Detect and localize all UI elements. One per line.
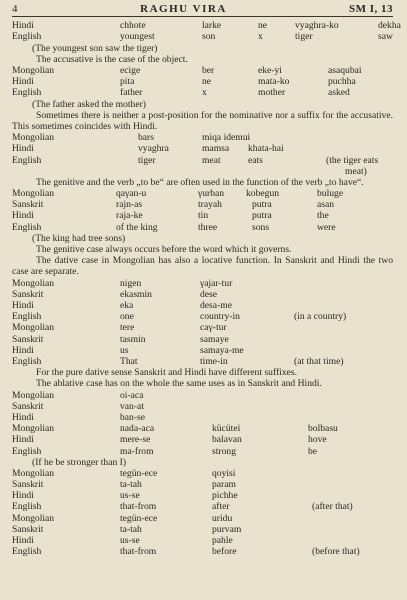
gloss-cell: mere-se: [120, 434, 151, 446]
gloss-row: [12, 300, 393, 311]
gloss-row: [12, 468, 393, 479]
gloss-cell: one: [120, 311, 134, 323]
gloss-cell: three: [198, 221, 218, 233]
page-header: [12, 4, 393, 17]
language-label: Sanskrit: [12, 288, 44, 300]
gloss-cell: uridu: [212, 512, 233, 524]
gloss-row: [12, 356, 393, 367]
section-reference: SM I, 13: [348, 3, 393, 15]
gloss-cell: balavan: [212, 434, 242, 446]
gloss-cell: saw: [378, 31, 393, 43]
gloss-cell: ta-tah: [120, 479, 142, 491]
gloss-row: [12, 434, 393, 445]
gloss-row: [12, 155, 393, 166]
gloss-cell: time-in: [200, 355, 228, 367]
gloss-cell: desa-me: [200, 300, 232, 312]
gloss-cell: ne: [258, 20, 268, 32]
gloss-row: [12, 446, 393, 457]
gloss-cell: purvam: [212, 523, 242, 535]
language-label: Sanskrit: [12, 523, 44, 535]
gloss-cell: son: [202, 31, 216, 43]
gloss-row: [12, 143, 393, 154]
gloss-cell: buluge: [317, 188, 344, 200]
language-label: Hindi: [12, 20, 34, 32]
gloss-cell: x: [202, 87, 207, 99]
paragraph: The ablative case has on the whole the same uses as in Sanskrit and Hindi.: [36, 378, 322, 390]
gloss-cell: tiger: [138, 154, 156, 166]
gloss-cell: khata-hai: [248, 143, 284, 155]
gloss-row: [12, 334, 393, 345]
gloss-cell: miqa idemui: [202, 132, 251, 144]
gloss-cell: meat: [202, 154, 221, 166]
language-label: Hindi: [12, 76, 34, 88]
gloss-row: [12, 501, 393, 512]
language-label: English: [12, 501, 42, 513]
language-label: Hindi: [12, 210, 34, 222]
gloss-cell: tiger: [295, 31, 313, 43]
gloss-cell: (in a country): [294, 311, 347, 323]
gloss-cell: qoyisi: [212, 467, 236, 479]
gloss-row: [12, 132, 393, 143]
gloss-cell: pita: [120, 76, 135, 88]
gloss-cell: sons: [252, 221, 270, 233]
language-label: Hindi: [12, 490, 34, 502]
language-label: Sanskrit: [12, 333, 44, 345]
gloss-row: [12, 210, 393, 221]
gloss-cell: puchha: [328, 76, 356, 88]
language-label: Sanskrit: [12, 199, 44, 211]
gloss-cell: of the king: [116, 221, 158, 233]
gloss-cell: that-from: [120, 546, 157, 558]
paragraph: The dative case in Mongolian has also a locative function. In Sanskrit and Hindi the two case are separate.: [12, 255, 393, 278]
gloss-cell: qaγan-u: [116, 188, 147, 200]
language-label: Mongolian: [12, 322, 55, 334]
gloss-cell: ma-from: [120, 445, 154, 457]
gloss-cell: nigen: [120, 277, 142, 289]
language-label: English: [12, 31, 42, 43]
gloss-cell: eke-yi: [258, 64, 282, 76]
language-label: Mongolian: [12, 132, 55, 144]
paragraph: The accusative is the case of the object.: [36, 53, 188, 65]
gloss-cell: eka: [120, 300, 134, 312]
gloss-cell: vyaghra: [138, 143, 169, 155]
gloss-cell: That: [120, 355, 138, 367]
gloss-row: [12, 289, 393, 300]
gloss-cell: be: [308, 445, 318, 457]
gloss-cell: oi-aca: [120, 389, 144, 401]
gloss-cell: ta-tah: [120, 523, 142, 535]
translation-note: (The father asked the mother): [32, 98, 147, 110]
gloss-cell: pichhe: [212, 490, 238, 502]
language-label: Hindi: [12, 434, 34, 446]
gloss-cell: tin: [198, 210, 209, 222]
gloss-row: [12, 322, 393, 333]
gloss-cell: van-at: [120, 400, 144, 412]
language-label: Mongolian: [12, 64, 55, 76]
gloss-cell: country-in: [200, 311, 240, 323]
language-label: Hindi: [12, 344, 34, 356]
gloss-cell: youngest: [120, 31, 155, 43]
paragraph: Sometimes there is neither a post-position for the nominative nor a suffix for the accusative. This sometimes coincides with Hindi.: [12, 109, 393, 132]
language-label: Hindi: [12, 535, 34, 547]
gloss-cell: raja-ke: [116, 210, 143, 222]
gloss-row: [12, 222, 393, 233]
gloss-cell: after: [212, 501, 230, 513]
paragraph: The genitive case always occurs before the word which it governs.: [36, 244, 292, 256]
language-label: English: [12, 355, 42, 367]
gloss-row: [12, 65, 393, 76]
gloss-cell: ekasmin: [120, 288, 152, 300]
gloss-row: [12, 412, 393, 423]
translation-note: (The king had tree sons): [32, 232, 126, 244]
translation-note: (If he be stronger than I): [32, 456, 127, 468]
gloss-cell: tere: [120, 322, 135, 334]
gloss-cell: mother: [258, 87, 286, 99]
gloss-cell: before: [212, 546, 237, 558]
gloss-row: [12, 513, 393, 524]
gloss-cell: tegün-ece: [120, 512, 158, 524]
gloss-cell: us-se: [120, 535, 140, 547]
gloss-cell: γurban: [198, 188, 225, 200]
gloss-row: [12, 199, 393, 210]
gloss-cell: bolbasu: [308, 423, 338, 435]
gloss-cell: rajn-as: [116, 199, 143, 211]
gloss-row: [12, 345, 393, 356]
language-label: Hindi: [12, 143, 34, 155]
language-label: English: [12, 221, 42, 233]
gloss-cell: asked: [328, 87, 350, 99]
gloss-cell: (the tiger eats: [326, 154, 379, 166]
gloss-row: [12, 188, 393, 199]
language-label: English: [12, 311, 42, 323]
gloss-cell: bars: [138, 132, 154, 144]
gloss-cell: that-from: [120, 501, 157, 513]
gloss-cell: the: [317, 210, 329, 222]
gloss-cell: asaqubai: [328, 64, 362, 76]
gloss-row: [12, 311, 393, 322]
gloss-cell: (after that): [312, 501, 353, 513]
language-label: English: [12, 546, 42, 558]
gloss-cell: nada-aca: [120, 423, 155, 435]
gloss-cell: x: [258, 31, 263, 43]
gloss-cell: pahle: [212, 535, 233, 547]
gloss-row: [12, 490, 393, 501]
gloss-cell: eats: [248, 154, 263, 166]
gloss-row: [12, 31, 393, 42]
gloss-cell: hove: [308, 434, 327, 446]
gloss-cell: ne: [202, 76, 212, 88]
gloss-cell: kücütei: [212, 423, 241, 435]
document-body: [12, 20, 401, 558]
language-label: Hindi: [12, 411, 34, 423]
gloss-cell: kobegun: [246, 188, 280, 200]
gloss-cell: (at that time): [294, 355, 344, 367]
language-label: Mongolian: [12, 467, 55, 479]
gloss-cell: mamsa: [202, 143, 230, 155]
language-label: Mongolian: [12, 389, 55, 401]
language-label: Mongolian: [12, 512, 55, 524]
gloss-cell: tegün-ece: [120, 467, 158, 479]
gloss-cell: param: [212, 479, 236, 491]
gloss-cell: were: [317, 221, 336, 233]
gloss-row: [12, 76, 393, 87]
gloss-row: [12, 535, 393, 546]
running-title: RAGHU VIRA: [140, 3, 227, 15]
gloss-cell: dese: [200, 288, 218, 300]
gloss-row: [12, 87, 393, 98]
gloss-row: [12, 524, 393, 535]
page-number: 4: [12, 3, 18, 15]
gloss-cell: samaya-me: [200, 344, 244, 356]
gloss-cell: caγ-tur: [200, 322, 227, 334]
gloss-cell: us: [120, 344, 129, 356]
gloss-row: [12, 390, 393, 401]
gloss-cell: us-se: [120, 490, 140, 502]
gloss-cell: larke: [202, 20, 222, 32]
language-label: Mongolian: [12, 423, 55, 435]
gloss-cell: ecige: [120, 64, 141, 76]
paragraph: For the pure dative sense Sanskrit and Hindi have different suffixes.: [36, 367, 298, 379]
gloss-cell: tasmin: [120, 333, 146, 345]
language-label: Sanskrit: [12, 479, 44, 491]
gloss-cell: γajar-tur: [200, 277, 233, 289]
gloss-cell: meat): [345, 165, 367, 177]
language-label: English: [12, 154, 42, 166]
translation-note: (The youngest son saw the tiger): [32, 42, 158, 54]
gloss-row: [12, 423, 393, 434]
language-label: Mongolian: [12, 188, 55, 200]
gloss-cell: chhote: [120, 20, 146, 32]
language-label: Mongolian: [12, 277, 55, 289]
gloss-cell: father: [120, 87, 143, 99]
gloss-cell: ber: [202, 64, 215, 76]
language-label: Sanskrit: [12, 400, 44, 412]
language-label: Hindi: [12, 300, 34, 312]
gloss-cell: ban-se: [120, 411, 146, 423]
gloss-cell: mata-ko: [258, 76, 290, 88]
gloss-cell: strong: [212, 445, 236, 457]
gloss-row: [12, 278, 393, 289]
paragraph: The genitive and the verb „to be“ are often used in the function of the verb „to have“.: [36, 176, 364, 188]
gloss-cell: asan: [317, 199, 335, 211]
gloss-cell: putra: [252, 210, 272, 222]
gloss-cell: samaye: [200, 333, 229, 345]
gloss-cell: dekha: [378, 20, 401, 32]
language-label: English: [12, 445, 42, 457]
gloss-row: [12, 401, 393, 412]
gloss-cell: trayah: [198, 199, 222, 211]
gloss-row: [12, 20, 401, 32]
gloss-row: [12, 479, 393, 490]
gloss-cell: (before that): [312, 546, 360, 558]
gloss-row: [12, 546, 393, 557]
gloss-cell: putra: [252, 199, 272, 211]
gloss-row: [12, 166, 393, 177]
language-label: English: [12, 87, 42, 99]
gloss-cell: vyaghra-ko: [295, 20, 339, 32]
